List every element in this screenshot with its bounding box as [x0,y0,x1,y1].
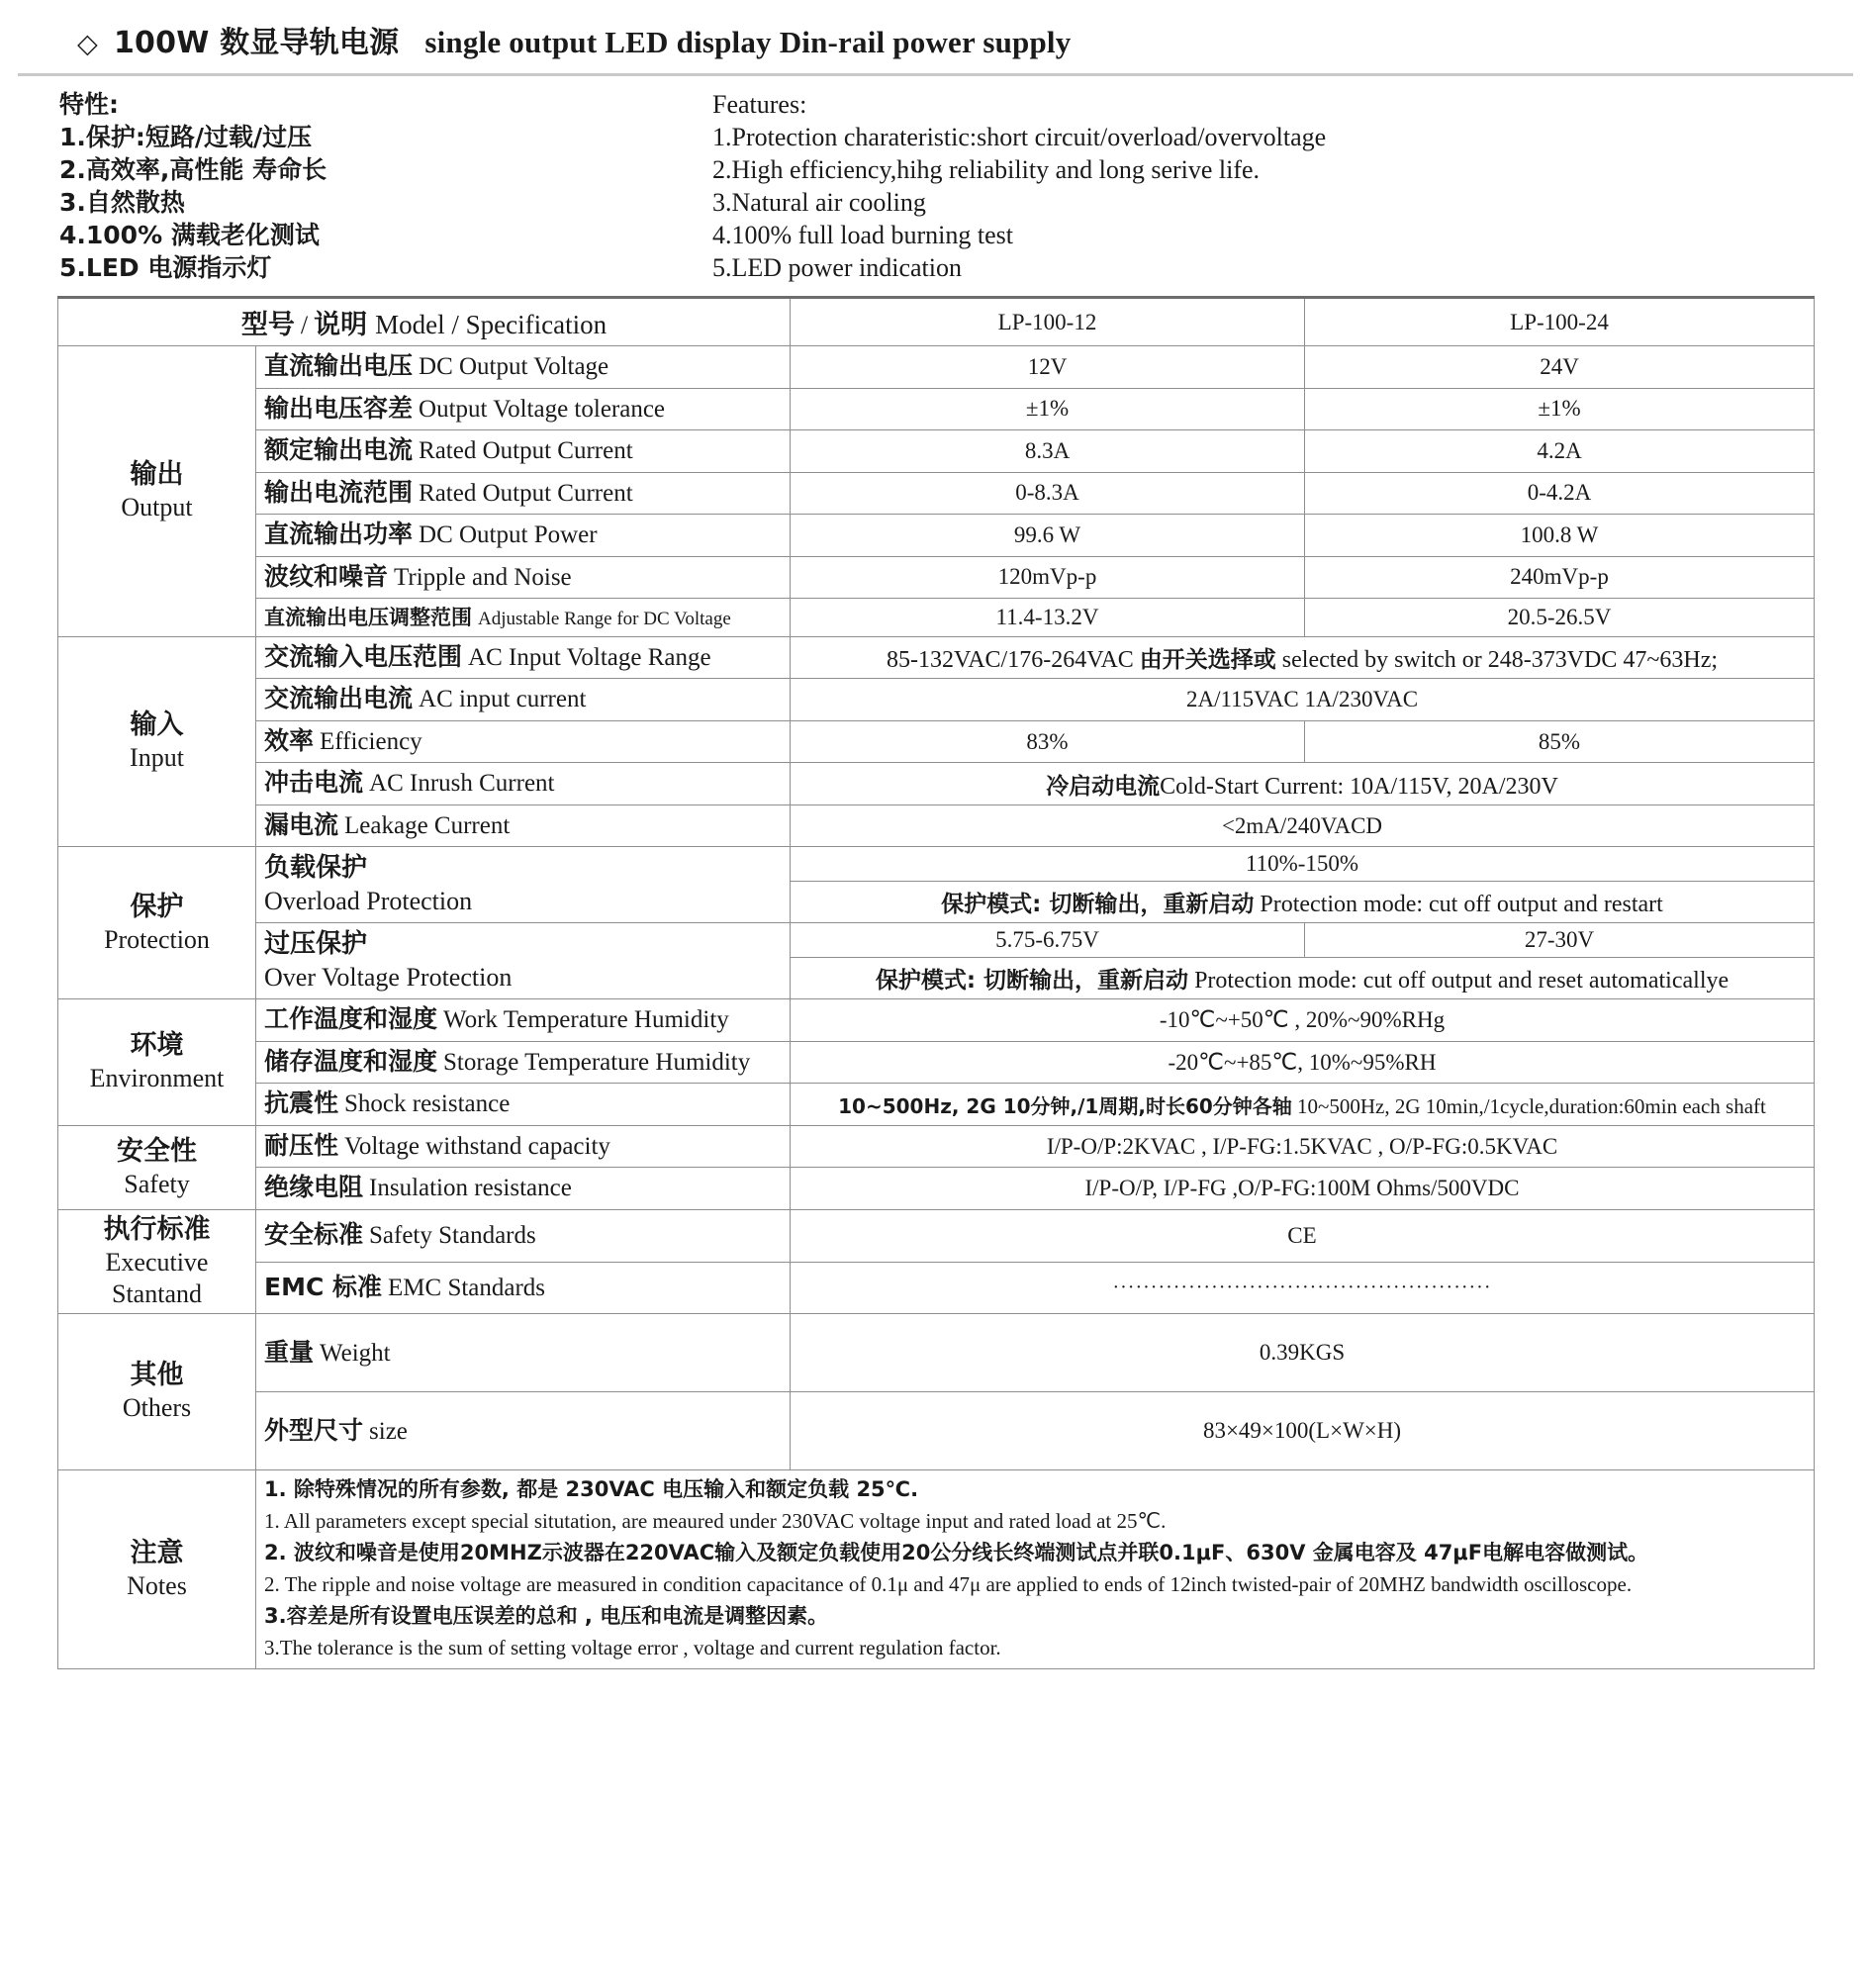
section-input-cn: 输入 [130,710,184,741]
section-executive-standard [58,1209,256,1313]
section-others [58,1314,256,1470]
section-safety [58,1125,256,1209]
section-input-en: Input [130,743,184,773]
section-executive-cn: 执行标准 [103,1213,211,1245]
section-others-cn: 其他 [130,1360,184,1391]
table-row [58,599,1815,637]
label-cn: 抗震性 [264,1089,339,1118]
label-en: Output Voltage tolerance [419,395,666,423]
features-cn-item: 2.高效率,高性能 寿命长 [59,155,327,184]
label-cn: 漏电流 [264,809,339,839]
value-adjustable-12: 11.4-13.2V [791,599,1305,637]
label-en: AC Inrush Current [369,770,555,798]
value-part-cn: 由开关选择或 [1139,647,1276,674]
notes-content [256,1470,1815,1668]
label-en: size [369,1417,408,1445]
header-cn-spec: 说明 [314,310,368,340]
label-en: Weight [320,1339,391,1367]
row-label-voltage-withstand [256,1125,791,1168]
section-protection [58,847,256,999]
features-english [712,90,1603,286]
value-part-cn: 保护模式: 切断输出，重新启动 [875,968,1189,994]
label-cn: 额定输出电流 [264,435,414,464]
label-cn: 安全标准 [264,1219,364,1249]
value-insulation-resistance: I/P-O/P, I/P-FG ,O/P-FG:100M Ohms/500VDC [791,1168,1815,1210]
value-ac-input-voltage-range [791,636,1815,679]
row-label-ac-inrush-current [256,763,791,805]
label-cn: 储存温度和湿度 [264,1046,438,1076]
row-label-dc-output-power [256,515,791,557]
value-leakage-current: <2mA/240VACD [791,805,1815,847]
label-cn: 重量 [264,1337,315,1367]
specification-table [57,296,1815,1669]
row-label-weight [256,1314,791,1392]
note-line: 2. The ripple and noise voltage are measured in condition capacitance of 0.1μ and 47μ are applied to ends of 12inch twisted-pair of 20MHZ bandwidth oscilloscope. [264,1571,1633,1596]
page-title [18,0,1853,76]
label-cn: 直流输出电压 [264,351,414,380]
note-line: 3.The tolerance is the sum of setting voltage error , voltage and current regulation factor. [264,1635,1001,1659]
features-cn-item: 1.保护:短路/过载/过压 [59,123,313,151]
value-current-range-12: 0-8.3A [791,472,1305,515]
label-en: Insulation resistance [369,1175,572,1202]
row-label-shock-resistance [256,1084,791,1126]
section-input [58,636,256,847]
row-label-output-voltage-tolerance [256,388,791,430]
label-cn: 输出电流范围 [264,477,414,507]
row-label-output-current-range [256,472,791,515]
features-cn-item: 5.LED 电源指示灯 [59,253,272,282]
section-environment-en: Environment [89,1064,225,1093]
row-label-leakage-current [256,805,791,847]
note-line: 3.容差是所有设置电压误差的总和 , 电压和电流是调整因素。 [264,1603,829,1628]
label-en: EMC Standards [388,1274,546,1301]
label-cn: 工作温度和湿度 [264,1004,438,1034]
table-row [58,515,1815,557]
label-en: Work Temperature Humidity [443,1006,729,1034]
note-line: 2. 波纹和噪音是使用20MHZ示波器在220VAC输入及额定负载使用20公分线长终端测试点并联0.1μF、630V 金属电容及 47μF电解电容做测试。 [264,1541,1649,1565]
row-label-work-temperature [256,999,791,1042]
value-part-en: Protection mode: cut off output and reset automaticallye [1188,968,1730,994]
label-cn: 直流输出功率 [264,520,414,548]
features-en-item: 4.100% full load burning test [712,221,1014,249]
table-row [58,923,1815,958]
label-cn: 耐压性 [264,1130,339,1160]
value-weight: 0.39KGS [791,1314,1815,1392]
features-en-item: 2.High efficiency,hihg reliability and long serive life. [712,155,1261,184]
features-en-item: 1.Protection charateristic:short circuit/overload/overvoltage [712,123,1327,151]
label-cn: 交流输入电压范围 [264,641,463,671]
row-label-storage-temperature [256,1041,791,1084]
row-label-overload-protection [256,847,791,923]
label-cn: 波纹和噪音 [264,561,389,591]
value-ovp-mode [791,958,1815,999]
title-chinese: 100W 数显导轨电源 [113,26,400,60]
value-ripple-24: 240mVp-p [1305,556,1815,599]
features-en-heading: Features: [712,90,807,119]
value-size: 83×49×100(L×W×H) [791,1392,1815,1470]
section-notes-cn: 注意 [130,1537,184,1568]
table-row [58,805,1815,847]
value-voltage-withstand: I/P-O/P:2KVAC , I/P-FG:1.5KVAC , O/P-FG:0.5KVAC [791,1125,1815,1168]
label-en: Voltage withstand capacity [344,1132,610,1160]
label-en: AC input current [419,686,587,713]
section-protection-en: Protection [104,924,210,954]
model-column-1: LP-100-12 [791,298,1305,346]
header-separator: / [300,311,309,339]
row-label-over-voltage-protection [256,923,791,999]
section-environment-cn: 环境 [130,1030,184,1062]
label-en: Safety Standards [369,1221,536,1249]
label-en: Storage Temperature Humidity [443,1048,751,1076]
label-cn: 外型尺寸 [264,1415,364,1445]
label-en: Tripple and Noise [394,563,572,591]
value-overload-mode [791,882,1815,923]
label-en: Leakage Current [344,811,511,839]
table-row [58,679,1815,721]
label-en: Over Voltage Protection [264,963,513,993]
table-row [58,1392,1815,1470]
section-protection-cn: 保护 [130,891,184,922]
label-en: Overload Protection [264,887,473,916]
value-dc-output-voltage-24: 24V [1305,346,1815,389]
features-chinese [59,90,712,286]
value-ovp-12: 5.75-6.75V [791,923,1305,958]
row-label-dc-output-voltage [256,346,791,389]
section-notes-en: Notes [127,1570,187,1600]
table-row [58,1168,1815,1210]
table-row [58,430,1815,473]
label-en: DC Output Power [419,521,598,548]
header-model-spec [58,298,791,346]
section-output-cn: 输出 [130,459,184,491]
value-overload-range: 110%-150% [791,847,1815,882]
value-safety-standards: CE [791,1209,1815,1262]
value-power-24: 100.8 W [1305,515,1815,557]
value-part-cn: 保护模式: 切断输出，重新启动 [941,892,1255,918]
value-efficiency-24: 85% [1305,720,1815,763]
table-row [58,1041,1815,1084]
value-power-12: 99.6 W [791,515,1305,557]
value-ovp-24: 27-30V [1305,923,1815,958]
note-line: 1. All parameters except special situtation, are meaured under 230VAC voltage input and rated load at 25℃. [264,1509,1167,1534]
table-row [58,346,1815,389]
features-en-item: 5.LED power indication [712,253,962,282]
section-output-en: Output [121,493,193,522]
table-row [58,636,1815,679]
table-row [58,763,1815,805]
value-shock-resistance [791,1084,1815,1126]
section-executive-en: Executive [105,1247,209,1277]
value-tolerance-12: ±1% [791,388,1305,430]
section-executive-en2: Stantand [112,1278,202,1308]
value-current-range-24: 0-4.2A [1305,472,1815,515]
section-safety-cn: 安全性 [117,1135,197,1167]
row-label-ripple-noise [256,556,791,599]
value-ripple-12: 120mVp-p [791,556,1305,599]
row-label-safety-standards [256,1209,791,1262]
value-ac-inrush-current [791,763,1815,805]
features-en-item: 3.Natural air cooling [712,188,926,217]
value-part-en: Protection mode: cut off output and restart [1254,892,1663,918]
value-rated-current-12: 8.3A [791,430,1305,473]
header-en-label: Model / Specification [375,310,608,339]
value-ac-input-current: 2A/115VAC 1A/230VAC [791,679,1815,721]
section-output [58,346,256,637]
features-cn-item: 4.100% 满载老化测试 [59,221,320,249]
row-label-rated-output-current [256,430,791,473]
label-en: Rated Output Current [419,479,633,507]
table-row [58,847,1815,882]
label-cn: 过压保护 [264,928,368,959]
label-en: AC Input Voltage Range [468,643,711,671]
row-label-emc-standards [256,1262,791,1314]
label-en: Efficiency [320,727,422,755]
row-label-ac-input-current [256,679,791,721]
value-work-temperature: -10℃~+50℃ , 20%~90%RHg [791,999,1815,1042]
table-row [58,1125,1815,1168]
table-row [58,388,1815,430]
value-part-cn: 10~500Hz, 2G 10分钟,/1周期,时长60分钟各轴 [838,1093,1292,1118]
section-notes [58,1470,256,1668]
label-cn: 效率 [264,725,315,755]
features-cn-item: 3.自然散热 [59,188,185,217]
label-cn: 负载保护 [264,852,368,883]
table-row [58,1314,1815,1392]
note-line: 1. 除特殊情况的所有参数, 都是 230VAC 电压输入和额定负载 25℃. [264,1477,919,1502]
table-row [58,1470,1815,1668]
value-part-en: 10~500Hz, 2G 10min,/1cycle,duration:60min each shaft [1291,1093,1766,1118]
value-emc-standards: ·················································· [791,1262,1815,1314]
table-row [58,1262,1815,1314]
table-row [58,1084,1815,1126]
title-english: single output LED display Din-rail power supply [424,25,1072,59]
section-safety-en: Safety [124,1169,190,1198]
value-rated-current-24: 4.2A [1305,430,1815,473]
features-section [59,76,1871,296]
header-cn-model: 型号 [240,310,295,340]
diamond-icon: ◇ [77,29,98,58]
value-part-cn: 冷启动电流 [1046,773,1161,800]
value-part-a: 85-132VAC/176-264VAC [886,647,1140,674]
model-column-2: LP-100-24 [1305,298,1815,346]
value-part-en: Cold-Start Current: 10A/115V, 20A/230V [1160,773,1558,800]
label-cn: 绝缘电阻 [264,1173,364,1202]
label-en: Shock resistance [344,1090,511,1118]
label-cn: 交流输出电流 [264,684,414,713]
label-cn: EMC 标准 [264,1272,383,1301]
section-others-en: Others [122,1393,192,1423]
row-label-size [256,1392,791,1470]
label-cn: 直流输出电压调整范围 [264,606,472,629]
value-storage-temperature: -20℃~+85℃, 10%~95%RH [791,1041,1815,1084]
label-en: DC Output Voltage [419,353,609,380]
table-header-row [58,298,1815,346]
table-row [58,472,1815,515]
row-label-efficiency [256,720,791,763]
table-row [58,556,1815,599]
value-part-b: selected by switch or 248-373VDC 47~63Hz; [1275,647,1719,674]
label-en: Adjustable Range for DC Voltage [478,609,731,629]
label-en: Rated Output Current [419,437,633,464]
table-row [58,1209,1815,1262]
label-cn: 冲击电流 [264,768,364,798]
table-row [58,720,1815,763]
value-adjustable-24: 20.5-26.5V [1305,599,1815,637]
row-label-adjustable-range [256,599,791,637]
value-tolerance-24: ±1% [1305,388,1815,430]
table-row [58,999,1815,1042]
row-label-ac-input-voltage-range [256,636,791,679]
value-efficiency-12: 83% [791,720,1305,763]
value-dc-output-voltage-12: 12V [791,346,1305,389]
label-cn: 输出电压容差 [264,393,414,423]
section-environment [58,999,256,1126]
features-cn-heading: 特性: [59,90,119,119]
row-label-insulation-resistance [256,1168,791,1210]
